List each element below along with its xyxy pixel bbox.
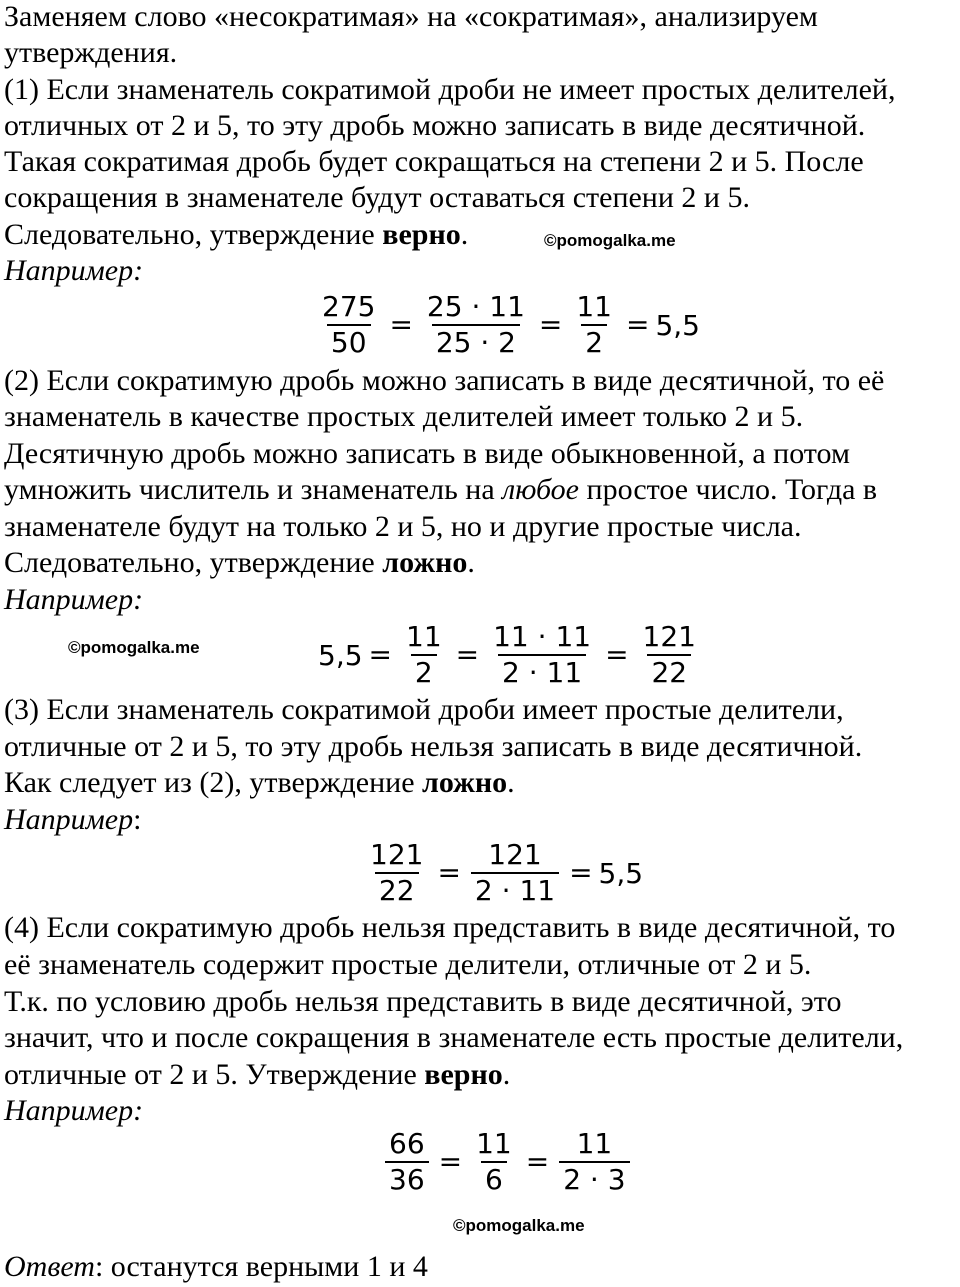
answer-label: Ответ [4,1250,95,1283]
s2-line-2: знаменатель в качестве простых делителей имеет только 2 и 5. [4,400,804,433]
s2-conclusion: Следовательно, утверждение ложно. [4,546,475,579]
s3-line-2: отличные от 2 и 5, то эту дробь нельзя записать в виде десятичной. [4,730,863,763]
s2-line-3: Десятичную дробь можно записать в виде обыкновенной, а потом [4,437,850,470]
watermark: ©pomogalka.me [68,638,200,657]
s4-line-1: (4) Если сократимую дробь нельзя представить в виде десятичной, то [4,911,896,944]
s3-equation: $\frac{121}{22}$ = $\frac{121}{2 \cdot 11}$ = 5,5 [362,838,643,908]
s2-line-4: умножить числитель и знаменатель на любое простое число. Тогда в [4,473,878,506]
s1-line-1: (1) Если знаменатель сократимой дроби не имеет простых делителей, [4,73,896,106]
s4-verdict: верно [424,1058,503,1091]
intro-line-2: утверждения. [4,36,178,69]
fraction: $\frac{121}{22}$ [370,838,424,907]
s3-line-1: (3) Если знаменатель сократимой дроби имеет простые делители, [4,693,844,726]
s3-verdict: ложно [422,766,508,799]
s2-verdict: ложно [382,546,468,579]
s2-example-label: Например: [4,583,144,616]
fraction: $\frac{11}{6}$ [476,1127,512,1196]
s1-example-label: Например: [4,254,144,287]
answer-text: : останутся верными 1 и 4 [94,1250,428,1283]
watermark: ©pomogalka.me [544,231,676,250]
fraction: $\frac{66}{36}$ [385,1127,429,1197]
s1-conclusion: Следовательно, утверждение верно. [4,218,469,251]
intro-line-1: Заменяем слово «несократимая» на «сократимая», анализируем [4,0,818,33]
s4-equation: $\frac{66}{36}$ = $\frac{11}{6}$ = $\frac{11}{2 \cdot 3}$ [381,1127,634,1197]
s1-equation: $\frac{275}{50}$ = $\frac{25 \cdot 11}{25 \cdot 2}$ = $\frac{11}{2}$ = 5,5 [314,290,700,360]
s2-line-1: (2) Если сократимую дробь можно записать в виде десятичной, то её [4,364,885,397]
s4-example-label: Например: [4,1094,144,1127]
s4-conclusion: отличные от 2 и 5. Утверждение верно. [4,1058,511,1091]
s1-line-3: Такая сократимая дробь будет сокращаться на степени 2 и 5. После [4,145,864,178]
fraction: $\frac{11}{2 \cdot 3}$ [559,1127,629,1197]
fraction: $\frac{11}{2}$ [576,290,612,359]
fraction: $\frac{121}{22}$ [642,620,696,689]
s4-line-3: Т.к. по условию дробь нельзя представить в виде десятичной, это [4,985,842,1018]
s4-line-4: значит, что и после сокращения в знаменателе есть простые делители, [4,1021,904,1054]
fraction: $\frac{11}{2}$ [406,620,442,689]
s1-verdict: верно [382,218,461,251]
s2-line-5: знаменателе будут на только 2 и 5, но и другие простые числа. [4,510,802,543]
s4-line-2: её знаменатель содержит простые делители, отличные от 2 и 5. [4,948,812,981]
s1-line-4: сокращения в знаменателе будут оставаться степени 2 и 5. [4,181,750,214]
fraction: $\frac{11 \cdot 11}{2 \cdot 11}$ [493,620,592,689]
s2-equation: 5,5 = $\frac{11}{2}$ = $\frac{11 \cdot 11}{2 \cdot 11}$ = $\frac{121}{22}$ [318,620,704,690]
watermark: ©pomogalka.me [453,1216,585,1235]
s3-conclusion: Как следует из (2), утверждение ложно. [4,766,515,799]
fraction: $\frac{121}{2 \cdot 11}$ [471,838,559,908]
answer [4,1250,428,1284]
fraction: $\frac{275}{50}$ [322,290,376,359]
fraction: $\frac{25 \cdot 11}{25 \cdot 2}$ [426,290,525,359]
s3-example-label: Например: [4,803,142,836]
s1-line-2: отличных от 2 и 5, то эту дробь можно записать в виде десятичной. [4,109,866,142]
